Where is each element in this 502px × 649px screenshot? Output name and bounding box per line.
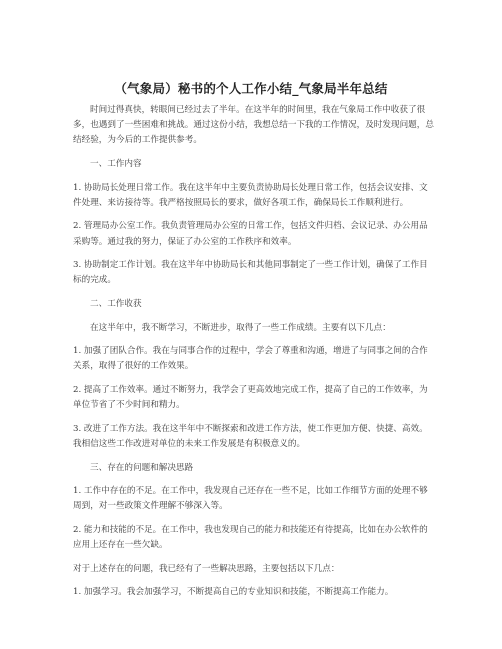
paragraph-item: 对于上述存在的问题，我已经有了一些解决思路，主要包括以下几点： — [73, 563, 340, 574]
section-heading-problems: 三、存在的问题和解决思路 — [90, 462, 194, 473]
paragraph-item: 1. 加强了团队合作。我在与同事合作的过程中，学会了尊重和沟通，增进了与同事之间的合作关系，取得了很好的工作效果。 — [73, 346, 428, 372]
document-body — [73, 103, 435, 609]
paragraph-item: 2. 管理局办公室工作。我负责管理局办公室的日常工作，包括文件归档、会议记录、办公用品采购等。通过我的努力，保证了办公室的工作秩序和效率。 — [73, 221, 428, 247]
paragraph-item: 1. 加强学习。我会加强学习，不断提高自己的专业知识和技能，不断提高工作能力。 — [73, 587, 394, 598]
paragraph-gains-intro: 在这半年中，我不断学习，不断进步，取得了一些工作成绩。主要有以下几点： — [90, 322, 391, 333]
paragraph-item: 3. 协助制定工作计划。我在这半年中协助局长和其他同事制定了一些工作计划，确保了工作目标的完成。 — [73, 260, 428, 286]
paragraph-item: 2. 提高了工作效率。通过不断努力，我学会了更高效地完成工作，提高了自己的工作效率，为单位节省了不少时间和精力。 — [73, 384, 428, 411]
paragraph-item: 3. 改进了工作方法。我在这半年中不断探索和改进工作方法，使工作更加方便、快捷、高效。我相信这些工作改进对单位的未来工作发展是有积极意义的。 — [73, 423, 428, 449]
section-heading-gains: 二、工作收获 — [90, 298, 142, 309]
document-title: （气象局）秘书的个人工作小结_气象局半年总结 — [114, 81, 388, 96]
section-heading-work-content: 一、工作内容 — [90, 159, 142, 169]
paragraph-intro: 时间过得真快，转眼间已经过去了半年。在这半年的时间里，我在气象局工作中收获了很多，也遇到了一些困难和挑战。通过这份小结，我想总结一下我的工作情况，及时发现问题，总结经验，为今后的工作提供参考。 — [73, 105, 434, 146]
paragraph-item: 1. 协助局长处理日常工作。我在这半年中主要负责协助局长处理日常工作，包括会议安排、文件处理、来访接待等。我严格按照局长的要求，做好各项工作，确保局长工作顺利进行。 — [73, 182, 428, 208]
paragraph-item: 1. 工作中存在的不足。在工作中，我发现自己还存在一些不足，比如工作细节方面的处理不够周到，对一些政策文件理解不够深入等。 — [73, 486, 428, 512]
paragraph-item: 2. 能力和技能的不足。在工作中，我也发现自己的能力和技能还有待提高，比如在办公软件的应用上还存在一些欠缺。 — [73, 524, 428, 551]
